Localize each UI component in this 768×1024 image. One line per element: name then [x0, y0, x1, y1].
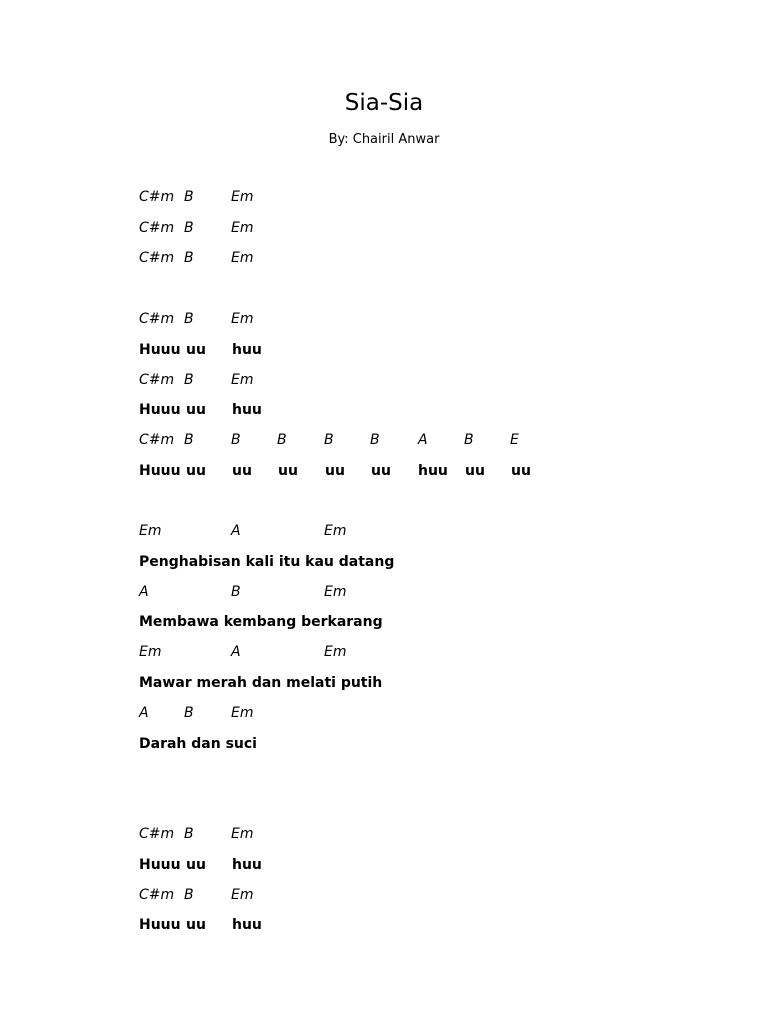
lyric-text: Membawa kembang berkarang	[139, 614, 383, 630]
chord: A	[231, 644, 241, 660]
lyric-word: uu	[186, 402, 206, 418]
chord: Em	[231, 311, 254, 327]
chord: Em	[324, 644, 347, 660]
chord: C#m	[139, 432, 175, 448]
lyric-word: Huuu	[139, 857, 181, 873]
chord: Em	[231, 705, 254, 721]
chord: Em	[324, 523, 347, 539]
lyric-word: huu	[232, 342, 262, 358]
lyric-word: uu	[325, 463, 345, 479]
lyric-word: Huuu	[139, 402, 181, 418]
chord: Em	[139, 523, 162, 539]
chord: B	[277, 432, 287, 448]
chord: Em	[231, 372, 254, 388]
lyric-text: Darah dan suci	[139, 736, 257, 752]
lyric-word: uu	[232, 463, 252, 479]
lyric-word: huu	[232, 917, 262, 933]
lyric-word: uu	[465, 463, 485, 479]
chord: Em	[231, 189, 254, 205]
lyric-text: Mawar merah dan melati putih	[139, 675, 383, 691]
lyric-word: Huuu	[139, 917, 181, 933]
chord: B	[324, 432, 334, 448]
chord: B	[464, 432, 474, 448]
chord: C#m	[139, 887, 175, 903]
lyric-word: Huuu	[139, 342, 181, 358]
chord: C#m	[139, 372, 175, 388]
chord: B	[231, 584, 241, 600]
chord: Em	[231, 250, 254, 266]
lyric-word: uu	[511, 463, 531, 479]
chord: B	[184, 826, 194, 842]
chord: B	[184, 311, 194, 327]
song-title: Sia-Sia	[344, 90, 424, 116]
chord: B	[184, 432, 194, 448]
lyric-word: uu	[371, 463, 391, 479]
lyric-word: uu	[186, 917, 206, 933]
chord: Em	[231, 220, 254, 236]
chord: B	[184, 189, 194, 205]
chord: B	[184, 887, 194, 903]
chord: B	[184, 220, 194, 236]
song-author: By: Chairil Anwar	[328, 132, 440, 147]
chord: B	[184, 372, 194, 388]
chord: B	[184, 705, 194, 721]
lyric-word: huu	[232, 857, 262, 873]
lyric-word: huu	[232, 402, 262, 418]
chord: Em	[324, 584, 347, 600]
chord: C#m	[139, 311, 175, 327]
chord: C#m	[139, 220, 175, 236]
lyric-word: uu	[278, 463, 298, 479]
lyric-word: huu	[418, 463, 448, 479]
chord: A	[231, 523, 241, 539]
chord: C#m	[139, 250, 175, 266]
lyric-word: uu	[186, 463, 206, 479]
chord: Em	[231, 887, 254, 903]
lyric-word: uu	[186, 857, 206, 873]
chord: C#m	[139, 189, 175, 205]
chord: A	[139, 584, 149, 600]
chord: B	[370, 432, 380, 448]
chord: Em	[231, 826, 254, 842]
chord: A	[139, 705, 149, 721]
chord: E	[510, 432, 519, 448]
chord: C#m	[139, 826, 175, 842]
chord: B	[231, 432, 241, 448]
lyric-text: Penghabisan kali itu kau datang	[139, 554, 395, 570]
chord: Em	[139, 644, 162, 660]
lyric-word: uu	[186, 342, 206, 358]
chord: B	[184, 250, 194, 266]
chord: A	[418, 432, 428, 448]
lyric-word: Huuu	[139, 463, 181, 479]
